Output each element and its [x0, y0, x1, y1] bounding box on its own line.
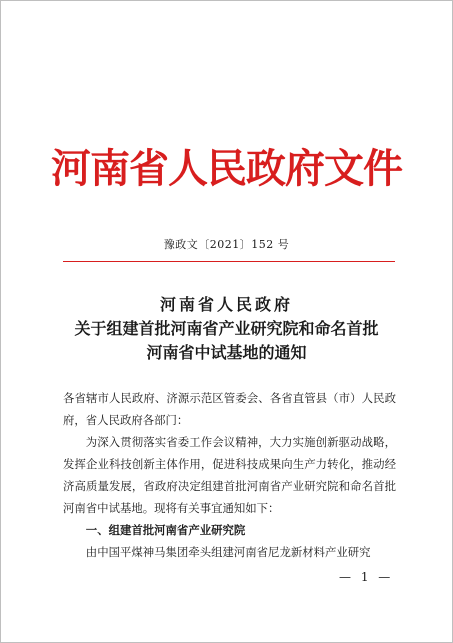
notice-title-issuer: 河南省人民政府	[159, 295, 293, 314]
document-body	[63, 387, 396, 563]
section-1-paragraph: 由中国平煤神马集团牵头组建河南省尼龙新材料产业研究	[85, 545, 371, 559]
red-separator-line	[63, 261, 395, 262]
document-number: 豫政文〔2021〕152 号	[163, 238, 290, 251]
notice-title	[1, 293, 452, 365]
notice-title-line-1: 关于组建首批河南省产业研究院和命名首批	[74, 319, 379, 338]
document-header-title: 河南省人民政府文件	[51, 146, 402, 192]
addressee-paragraph: 各省辖市人民政府、济源示范区管委会、各省直管县（市）人民政府，省人民政府各部门：	[63, 391, 396, 427]
notice-title-line-2: 河南省中试基地的通知	[146, 343, 307, 362]
intro-paragraph: 为深入贯彻落实省委工作会议精神，大力实施创新驱动战略，发挥企业科技创新主体作用，促进科技成果向生产力转化，推动经济高质量发展，省政府决定组建首批河南省产业研究院和命名首批河南省中试基地。现将有关事宜通知如下：	[63, 435, 396, 515]
section-heading-1: 一、组建首批河南省产业研究院	[85, 523, 246, 537]
page-number: — 1 —	[339, 570, 394, 584]
